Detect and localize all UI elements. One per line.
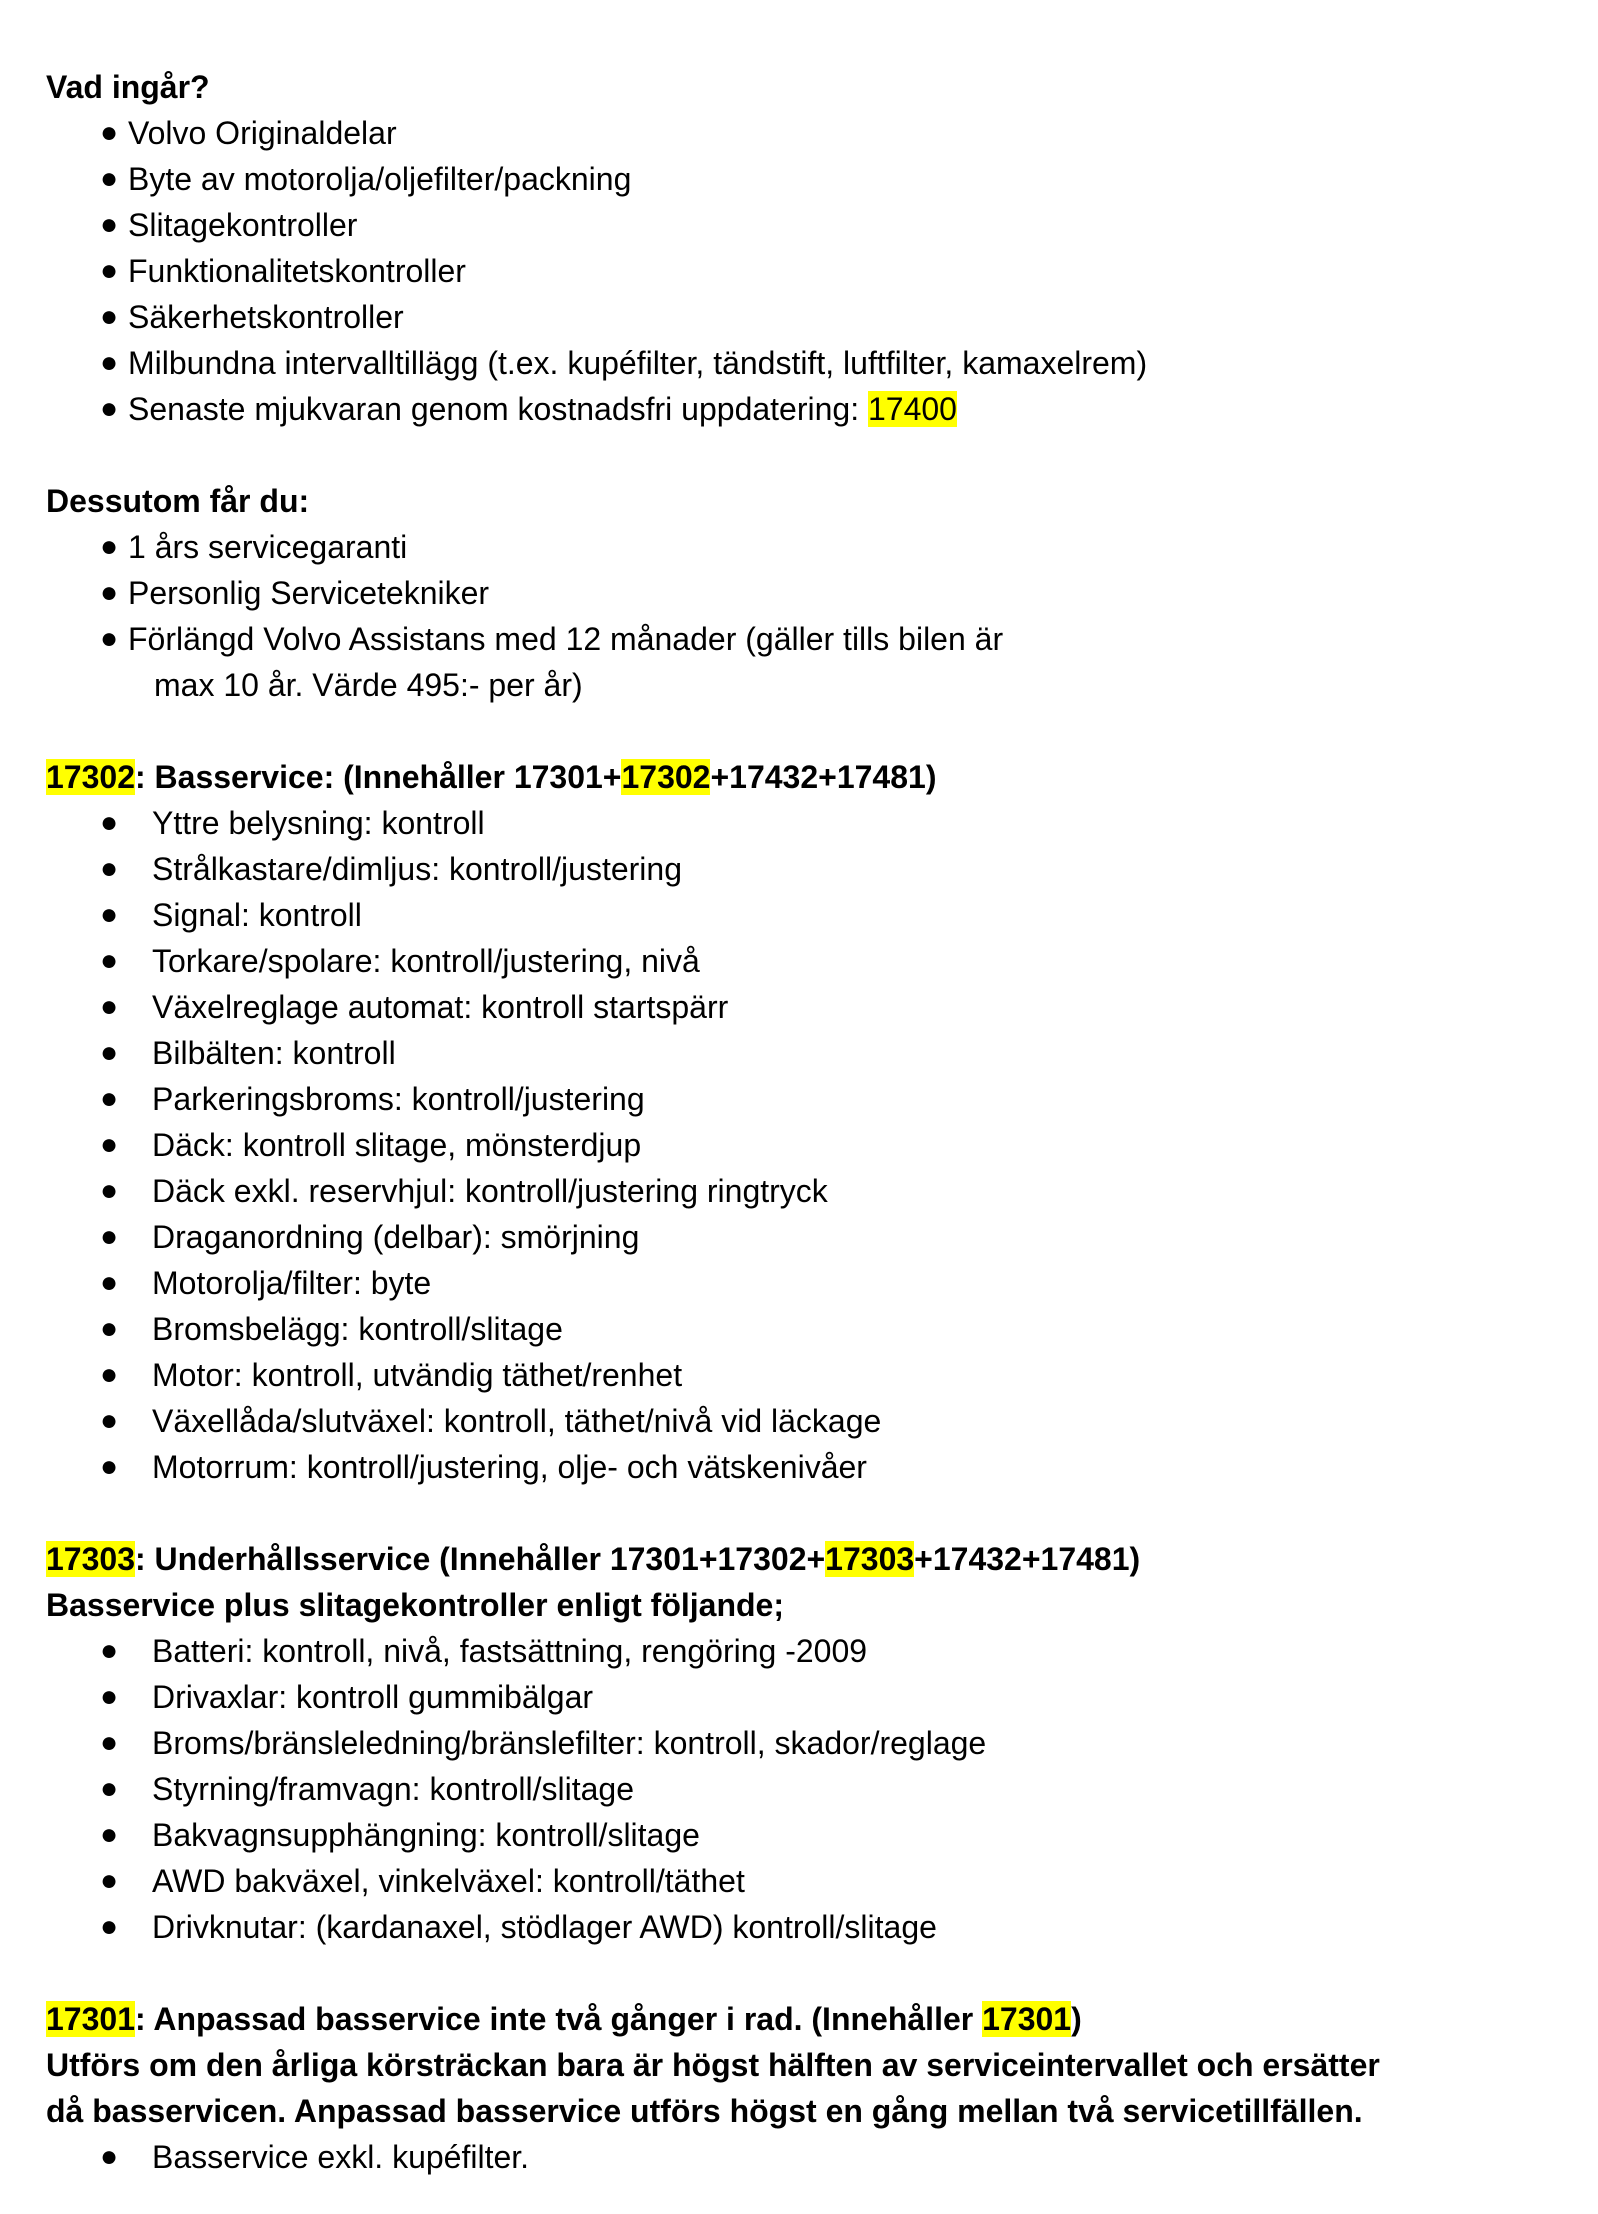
bullet-icon: ● <box>100 852 119 885</box>
highlighted-code: 17301 <box>982 2001 1072 2037</box>
bullet-icon: ● <box>100 208 119 241</box>
section-description-line: Utförs om den årliga körsträckan bara är högst hälften av serviceintervallet och ersätter <box>46 2047 1380 2083</box>
document-page: Vad ingår? ● Volvo Originaldelar ● Byte av motorolja/oljefilter/packning ● Slitagekontroller ● Funktionalitetskontroller ● Säkerhetskontroller ● Milbundna intervalltillägg (t.ex. kupéfilter, tändstift, luftfilter, kamaxelrem) ● Senaste mjukvaran genom kostnadsfri uppdatering: 17400 Dessutom får du: ● 1 års servicegaranti ● Personlig Servicetekniker ● Förlängd Volvo Assistans med 12 månader (gäller tills bilen är max 10 år. Värde 495:- per år) 17302: Basservice: (Innehåller 17301+17302+17432+17481) ● Yttre belysning: kontroll ● Strålkastare/dimljus: kontroll/justering ● Signal: kontroll ● Torkare/spolare: kontroll/justering, nivå ● Växelreglage automat: kontroll startspärr ● Bilbälten: kontroll ● Parkeringsbroms: kontroll/justering ● Däck: kontroll slitage, mönsterdjup ● Däck exkl. reservhjul: kontroll/justering ringtryck ● Draganordning (delbar): smörjning ● Motorolja/filter: byte ● Bromsbelägg: kontroll/slitage ● Motor: kontroll, utvändig täthet/renhet ● Växellåda/slutväxel: kontroll, täthet/nivå vid läckage ● Motorrum: kontroll/justering, olje- och vätskenivåer 17303: Underhållsservice (Innehåller 17301+17302+17303+17432+17481) Basservice plus slitagekontroller enligt följande; ● Batteri: kontroll, nivå, fastsättning, rengöring -2009 ● Drivaxlar: kontroll gummibälgar ● Broms/bränsleledning/bränslefilter: kontroll, skador/reglage ● Styrning/framvagn: kontroll/slitage ● Bakvagnsupphängning: kontroll/slitage ● AWD bakväxel, vinkelväxel: kontroll/täthet ● Drivknutar: (kardanaxel, stödlager AWD) kontroll/slitage 17301: Anpassad basservice inte två gånger i rad. (Innehåller 17301) Utförs om den årliga körsträckan bara är högst hälften av serviceintervallet och ersätter då basservicen. Anpassad basservice utförs högst en gång mellan två servicetillfällen. ● Basservice exkl. kupéfilter. <box>0 0 1598 2214</box>
list-item-continuation: max 10 år. Värde 495:- per år) <box>154 667 583 703</box>
section-heading-17303: 17303: Underhållsservice (Innehåller 17301+17302+17303+17432+17481) <box>46 1541 1141 1577</box>
bullet-icon: ● <box>100 1404 119 1437</box>
highlighted-code: 17302 <box>46 759 135 795</box>
highlighted-code: 17301 <box>46 2001 135 2037</box>
bullet-icon: ● <box>100 116 119 149</box>
section-heading-dessutom: Dessutom får du: <box>46 483 310 519</box>
bullet-icon: ● <box>100 1128 119 1161</box>
bullet-icon: ● <box>100 392 119 425</box>
bullet-icon: ● <box>100 1312 119 1345</box>
bullet-icon: ● <box>100 162 119 195</box>
bullet-icon: ● <box>100 254 119 287</box>
bullet-icon: ● <box>100 1818 119 1851</box>
bullet-icon: ● <box>100 622 119 655</box>
bullet-icon: ● <box>100 576 119 609</box>
bullet-icon: ● <box>100 990 119 1023</box>
bullet-icon: ● <box>100 1634 119 1667</box>
bullet-icon: ● <box>100 2140 119 2173</box>
highlighted-code: 17303 <box>46 1541 135 1577</box>
bullet-icon: ● <box>100 1726 119 1759</box>
bullet-icon: ● <box>100 346 119 379</box>
highlighted-code: 17302 <box>621 759 711 795</box>
bullet-icon: ● <box>100 1358 119 1391</box>
highlighted-code: 17400 <box>867 391 957 427</box>
bullet-icon: ● <box>100 806 119 839</box>
bullet-icon: ● <box>100 1174 119 1207</box>
bullet-icon: ● <box>100 1082 119 1115</box>
bullet-icon: ● <box>100 530 119 563</box>
section-heading-17301: 17301: Anpassad basservice inte två gånger i rad. (Innehåller 17301) <box>46 2001 1082 2037</box>
section-heading-17302: 17302: Basservice: (Innehåller 17301+17302+17432+17481) <box>46 759 937 795</box>
bullet-icon: ● <box>100 944 119 977</box>
bullet-icon: ● <box>100 1864 119 1897</box>
section-subheading: Basservice plus slitagekontroller enligt följande; <box>46 1587 784 1623</box>
bullet-icon: ● <box>100 1266 119 1299</box>
bullet-icon: ● <box>100 300 119 333</box>
bullet-icon: ● <box>100 1772 119 1805</box>
section-heading-vad-ingar: Vad ingår? <box>46 69 210 105</box>
bullet-icon: ● <box>100 1450 119 1483</box>
bullet-icon: ● <box>100 1036 119 1069</box>
bullet-icon: ● <box>100 1220 119 1253</box>
bullet-icon: ● <box>100 1680 119 1713</box>
bullet-icon: ● <box>100 1910 119 1943</box>
bullet-icon: ● <box>100 898 119 931</box>
section-description-line: då basservicen. Anpassad basservice utförs högst en gång mellan två servicetillfällen. <box>46 2093 1363 2129</box>
highlighted-code: 17303 <box>825 1541 915 1577</box>
